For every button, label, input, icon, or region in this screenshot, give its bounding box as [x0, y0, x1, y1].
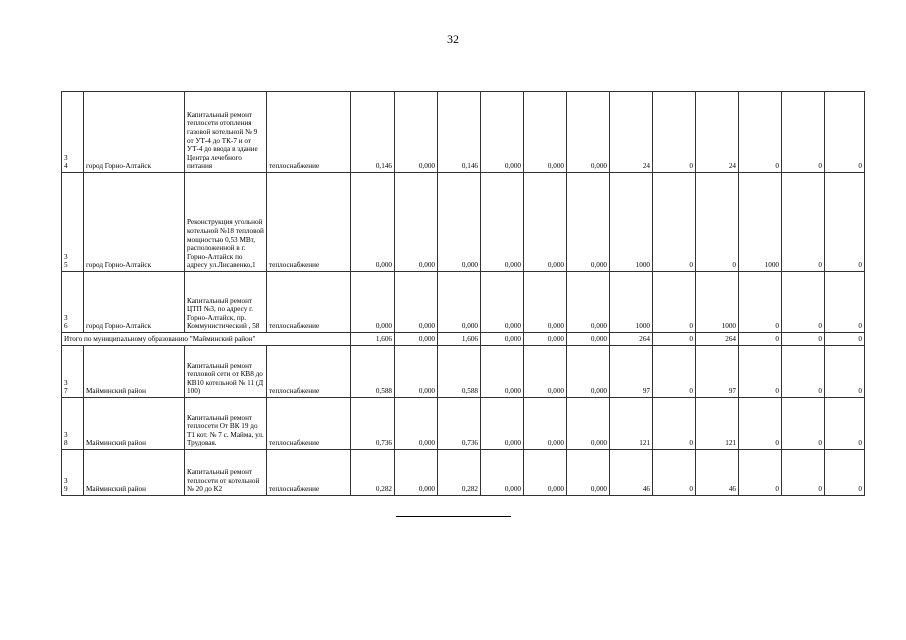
utility-type-cell: теплоснабжение: [267, 398, 351, 450]
count-cell: 0: [825, 92, 865, 173]
count-cell: 0: [825, 346, 865, 398]
table-row: [62, 398, 865, 450]
value-cell: 0,736: [438, 398, 481, 450]
value-cell: 0,000: [438, 173, 481, 272]
count-cell: 0: [782, 92, 825, 173]
value-cell: 0,000: [438, 272, 481, 333]
value-cell: 0,000: [481, 450, 524, 496]
total-value-cell: 1,606: [438, 333, 481, 346]
count-cell: 0: [782, 272, 825, 333]
total-count-cell: 0: [653, 333, 696, 346]
count-cell: 0: [825, 450, 865, 496]
count-cell: 0: [739, 398, 782, 450]
utility-type-cell: теплоснабжение: [267, 346, 351, 398]
total-count-cell: 0: [782, 333, 825, 346]
value-cell: 0,000: [395, 92, 438, 173]
count-cell: 0: [653, 92, 696, 173]
value-cell: 0,000: [524, 92, 567, 173]
value-cell: 0,000: [351, 173, 395, 272]
count-cell: 0: [782, 450, 825, 496]
value-cell: 0,282: [351, 450, 395, 496]
total-count-cell: 0: [739, 333, 782, 346]
row-number: 3 9: [62, 450, 84, 496]
value-cell: 0,000: [524, 272, 567, 333]
investment-table: [61, 91, 865, 496]
value-cell: 0,000: [395, 173, 438, 272]
municipality-cell: город Горно-Алтайск: [84, 92, 185, 173]
total-value-cell: 1,606: [351, 333, 395, 346]
count-cell: 0: [739, 92, 782, 173]
municipality-cell: Майминский район: [84, 450, 185, 496]
row-number: 3 4: [62, 92, 84, 173]
municipality-cell: Майминский район: [84, 398, 185, 450]
count-cell: 0: [825, 173, 865, 272]
value-cell: 0,000: [524, 450, 567, 496]
end-rule: [396, 516, 511, 517]
count-cell: 121: [610, 398, 653, 450]
value-cell: 0,000: [481, 346, 524, 398]
count-cell: 0: [653, 398, 696, 450]
value-cell: 0,000: [567, 346, 610, 398]
table-row: [62, 346, 865, 398]
table-row: [62, 450, 865, 496]
value-cell: 0,000: [481, 272, 524, 333]
utility-type-cell: теплоснабжение: [267, 173, 351, 272]
total-count-cell: 264: [610, 333, 653, 346]
row-number: 3 5: [62, 173, 84, 272]
municipality-cell: город Горно-Алтайск: [84, 272, 185, 333]
table-row: [62, 272, 865, 333]
work-description-cell: Реконструкция угольной котельной №18 тепловой мощностью 0,53 МВт, расположенной в г. Горно-Алтайск по адресу ул.Лисавенко,1: [185, 173, 267, 272]
value-cell: 0,000: [567, 272, 610, 333]
value-cell: 0,282: [438, 450, 481, 496]
value-cell: 0,000: [567, 173, 610, 272]
count-cell: 1000: [610, 173, 653, 272]
value-cell: 0,000: [481, 398, 524, 450]
value-cell: 0,000: [395, 450, 438, 496]
count-cell: 0: [653, 272, 696, 333]
row-number: 3 6: [62, 272, 84, 333]
municipality-cell: Майминский район: [84, 346, 185, 398]
municipality-cell: город Горно-Алтайск: [84, 173, 185, 272]
utility-type-cell: теплоснабжение: [267, 272, 351, 333]
count-cell: 0: [782, 398, 825, 450]
total-value-cell: 0,000: [481, 333, 524, 346]
value-cell: 0,146: [351, 92, 395, 173]
count-cell: 1000: [739, 173, 782, 272]
value-cell: 0,000: [567, 398, 610, 450]
table-row: [62, 92, 865, 173]
count-cell: 24: [696, 92, 739, 173]
total-value-cell: 0,000: [524, 333, 567, 346]
total-value-cell: 0,000: [395, 333, 438, 346]
value-cell: 0,000: [567, 450, 610, 496]
count-cell: 46: [610, 450, 653, 496]
count-cell: 0: [739, 272, 782, 333]
table-row: [62, 173, 865, 272]
work-description-cell: Капитальный ремонт теплосети отопления газовой котельной № 9 от УТ-4 до ТК-7 и от УТ-4 до ввода в здание Центра лечебного питания: [185, 92, 267, 173]
value-cell: 0,000: [524, 346, 567, 398]
count-cell: 0: [653, 173, 696, 272]
count-cell: 0: [653, 346, 696, 398]
value-cell: 0,000: [395, 346, 438, 398]
count-cell: 0: [825, 272, 865, 333]
count-cell: 0: [825, 398, 865, 450]
count-cell: 97: [696, 346, 739, 398]
count-cell: 0: [653, 450, 696, 496]
count-cell: 0: [739, 346, 782, 398]
total-row: [62, 333, 865, 346]
value-cell: 0,000: [351, 272, 395, 333]
value-cell: 0,000: [524, 173, 567, 272]
row-number: 3 8: [62, 398, 84, 450]
value-cell: 0,588: [438, 346, 481, 398]
value-cell: 0,000: [524, 398, 567, 450]
value-cell: 0,000: [481, 92, 524, 173]
count-cell: 0: [782, 346, 825, 398]
total-label: Итого по муниципальному образованию "Майминский район": [62, 333, 351, 346]
count-cell: 97: [610, 346, 653, 398]
work-description-cell: Капитальный ремонт тепловой сети от КВ8 до КВ10 котельной № 11 (Д 100): [185, 346, 267, 398]
work-description-cell: Капитальный ремонт ЦТП №3, по адресу г. Горно-Алтайск, пр. Коммунистический , 58: [185, 272, 267, 333]
page-number: 32: [447, 32, 459, 46]
count-cell: 24: [610, 92, 653, 173]
work-description-cell: Капитальный ремонт теплосети от котельной № 20 до К2: [185, 450, 267, 496]
work-description-cell: Капитальный ремонт теплосети От ВК 19 до Т1 кот. № 7 с. Майма, ул. Трудовая.: [185, 398, 267, 450]
count-cell: 0: [696, 173, 739, 272]
count-cell: 0: [782, 173, 825, 272]
count-cell: 1000: [696, 272, 739, 333]
utility-type-cell: теплоснабжение: [267, 92, 351, 173]
count-cell: 121: [696, 398, 739, 450]
value-cell: 0,146: [438, 92, 481, 173]
value-cell: 0,736: [351, 398, 395, 450]
total-value-cell: 0,000: [567, 333, 610, 346]
count-cell: 1000: [610, 272, 653, 333]
value-cell: 0,000: [481, 173, 524, 272]
value-cell: 0,000: [395, 272, 438, 333]
row-number: 3 7: [62, 346, 84, 398]
count-cell: 0: [739, 450, 782, 496]
value-cell: 0,000: [395, 398, 438, 450]
total-count-cell: 0: [825, 333, 865, 346]
total-count-cell: 264: [696, 333, 739, 346]
value-cell: 0,588: [351, 346, 395, 398]
count-cell: 46: [696, 450, 739, 496]
value-cell: 0,000: [567, 92, 610, 173]
utility-type-cell: теплоснабжение: [267, 450, 351, 496]
